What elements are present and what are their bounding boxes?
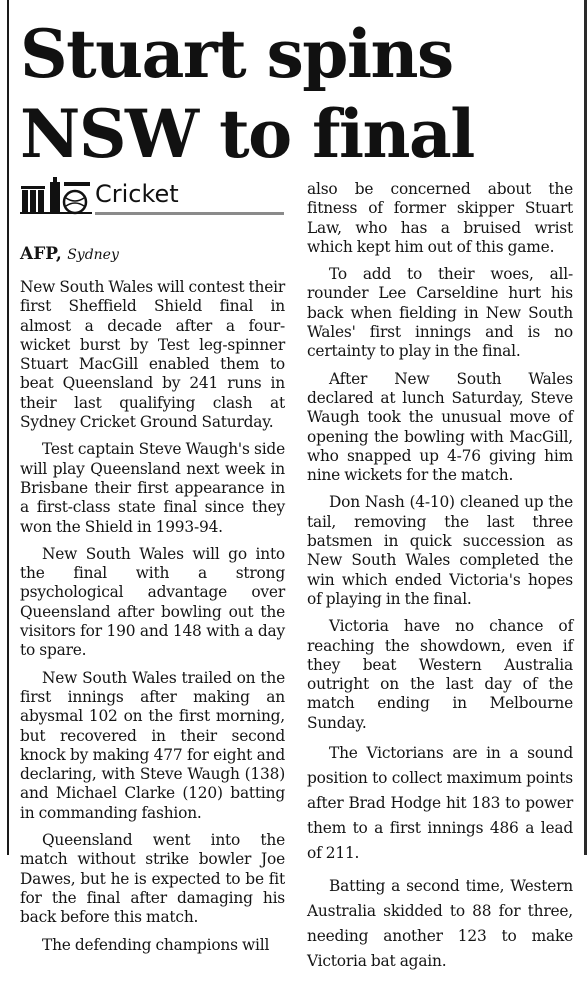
article-paragraph: Batting a second time, Western Australia skidded to 88 for three, needing another 123 to make Victoria bat again. xyxy=(307,877,573,971)
section-tag xyxy=(20,176,284,216)
article-paragraph: Test captain Steve Waugh's side will play Queensland next week in Brisbane their first appearance in a first-class state final since they won the Shield in 1993-94. xyxy=(20,440,285,536)
byline-place: Sydney xyxy=(67,247,119,263)
article-column-right xyxy=(307,180,573,982)
article-paragraph: Victoria have no chance of reaching the showdown, even if they beat Western Australia outright on the last day of the match ending in Melbourne Sunday. xyxy=(307,617,573,732)
article-paragraph: New South Wales will go into the final with a strong psychological advantage over Queensland after bowling out the visitors for 190 and 148 with a day to spare. xyxy=(20,544,285,660)
byline xyxy=(20,244,119,265)
article-paragraph: New South Wales trailed on the first innings after making an abysmal 102 on the first morning, but recovered in their second knock by making 477 for eight and declaring, with Steve Waugh (138) and Michael Clarke (120) batting in commanding fashion. xyxy=(20,668,285,822)
cricket-logo-icon xyxy=(20,176,92,214)
article-paragraph: The Victorians are in a sound position to collect maximum points after Brad Hodge hit 183 to power them to a first innings 486 a lead of 211. xyxy=(307,744,573,863)
article-paragraph: After New South Wales declared at lunch Saturday, Steve Waugh took the unusual move of opening the bowling with MacGill, who snapped up 4-76 giving him nine wickets for the match. xyxy=(307,369,573,485)
section-label: Cricket xyxy=(95,180,179,208)
article-paragraph: New South Wales will contest their first Sheffield Shield final in almost a decade after a four-wicket burst by Test leg-spinner Stuart MacGill enabled them to beat Queensland by 241 runs in their last qualifying clash at Sydney Cricket Ground Saturday. xyxy=(20,278,285,432)
article-paragraph: Don Nash (4-10) cleaned up the tail, removing the last three batsmen in quick succession as New South Wales completed the win which ended Victoria's hopes of playing in the final. xyxy=(307,493,573,608)
byline-agency: AFP, xyxy=(20,244,62,264)
headline: Stuart spins NSW to final xyxy=(20,15,474,173)
article-paragraph: Queensland went into the match without strike bowler Joe Dawes, but he is expected to be fit for the final after damaging his back before this match. xyxy=(20,831,285,927)
article-paragraph: The defending champions will xyxy=(42,935,270,954)
article-column-left xyxy=(20,278,285,963)
article-paragraph: also be concerned about the fitness of former skipper Stuart Law, who has a bruised wrist which kept him out of this game. xyxy=(307,180,573,256)
section-underline xyxy=(95,212,284,215)
article-paragraph: To add to their woes, all-rounder Lee Carseldine hurt his back when fielding in New South Wales' first innings and is no certainty to play in the final. xyxy=(307,265,573,361)
column-divider-left xyxy=(7,0,9,855)
